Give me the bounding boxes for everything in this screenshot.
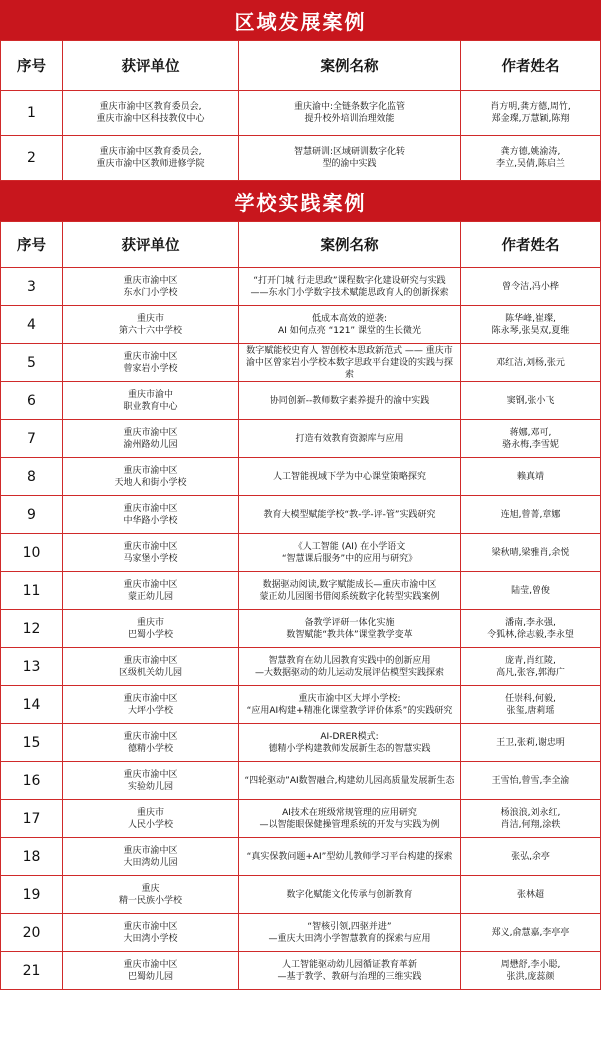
cell-case-name: 打造有效教育资源库与应用 xyxy=(239,420,461,458)
cell-number: 19 xyxy=(1,876,63,914)
cell-unit: 重庆市渝中区 大田湾幼儿园 xyxy=(63,838,239,876)
header-no: 序号 xyxy=(1,222,63,268)
cell-unit: 重庆市 第六十六中学校 xyxy=(63,306,239,344)
cell-number: 13 xyxy=(1,648,63,686)
cell-unit: 重庆市渝中区 巴蜀幼儿园 xyxy=(63,952,239,990)
table-row xyxy=(1,268,601,306)
header-case: 案例名称 xyxy=(239,222,461,268)
table-row xyxy=(1,534,601,572)
cell-number: 3 xyxy=(1,268,63,306)
cell-authors: 连旭,曾菁,章娜 xyxy=(461,496,601,534)
cell-number: 10 xyxy=(1,534,63,572)
cell-case-name: 备教学评研一体化实施 数智赋能“教共体”课堂教学变革 xyxy=(239,610,461,648)
cell-case-name: 低成本高效的逆袭: AI 如何点亮 “121” 课堂的生长微光 xyxy=(239,306,461,344)
cell-number: 1 xyxy=(1,91,63,136)
cell-number: 20 xyxy=(1,914,63,952)
table-row xyxy=(1,914,601,952)
school-cases-table xyxy=(0,221,601,990)
cell-case-name: 协同创新--教师数字素养提升的渝中实践 xyxy=(239,382,461,420)
table-row xyxy=(1,838,601,876)
cell-authors: 赖真靖 xyxy=(461,458,601,496)
cell-unit: 重庆市渝中区 渝州路幼儿园 xyxy=(63,420,239,458)
table-row xyxy=(1,420,601,458)
cell-unit: 重庆市渝中区 蒙正幼儿园 xyxy=(63,572,239,610)
cell-unit: 重庆市 巴蜀小学校 xyxy=(63,610,239,648)
cell-case-name: 人工智能视域下学为中心课堂策略探究 xyxy=(239,458,461,496)
cell-authors: 陆莹,曾俊 xyxy=(461,572,601,610)
regional-cases-body xyxy=(1,91,601,181)
cell-case-name: “真实保教问题+AI”型幼儿教师学习平台构建的探索 xyxy=(239,838,461,876)
cell-case-name: 数字化赋能文化传承与创新教育 xyxy=(239,876,461,914)
cell-case-name: 重庆渝中:全链条数字化监管 提升校外培训治理效能 xyxy=(239,91,461,136)
cell-unit: 重庆市渝中 职业教育中心 xyxy=(63,382,239,420)
cell-number: 18 xyxy=(1,838,63,876)
cell-case-name: AI-DRER模式: 德精小学构建教师发展新生态的智慧实践 xyxy=(239,724,461,762)
cell-number: 2 xyxy=(1,136,63,181)
regional-cases-table xyxy=(0,40,601,181)
cell-authors: 肖方明,龚方德,周竹, 郑金璨,万慧颖,陈翔 xyxy=(461,91,601,136)
cell-unit: 重庆市渝中区 大坪小学校 xyxy=(63,686,239,724)
cell-case-name: “打开门城 行走思政”课程数字化建设研究与实践 ——东水门小学数字技术赋能思政育人的创新探索 xyxy=(239,268,461,306)
table-row xyxy=(1,458,601,496)
section2-title: 学校实践案例 xyxy=(234,190,367,215)
table-row xyxy=(1,952,601,990)
section1-banner xyxy=(0,0,601,40)
header-authors: 作者姓名 xyxy=(461,41,601,91)
cell-authors: 龚方德,姚渝涛, 李立,吴倩,陈启兰 xyxy=(461,136,601,181)
cell-authors: 张林超 xyxy=(461,876,601,914)
cell-number: 16 xyxy=(1,762,63,800)
header-case: 案例名称 xyxy=(239,41,461,91)
cell-unit: 重庆市渝中区 大田湾小学校 xyxy=(63,914,239,952)
cell-case-name: 智慧研训:区域研训数字化转 型的渝中实践 xyxy=(239,136,461,181)
cell-authors: 邓红洁,刘杨,张元 xyxy=(461,344,601,382)
school-cases-body xyxy=(1,268,601,990)
cell-number: 4 xyxy=(1,306,63,344)
cell-unit: 重庆市渝中区 曾家岩小学校 xyxy=(63,344,239,382)
cell-case-name: “智核引领,四驱并进” —重庆大田湾小学智慧教育的探索与应用 xyxy=(239,914,461,952)
cell-number: 14 xyxy=(1,686,63,724)
cell-authors: 周懋舒,李小聪, 张洪,庞蕊颜 xyxy=(461,952,601,990)
cell-authors: 庞青,肖红陵, 高凡,张容,郭海广 xyxy=(461,648,601,686)
cell-authors: 窦钢,张小飞 xyxy=(461,382,601,420)
table-header-row xyxy=(1,41,601,91)
cell-case-name: 《人工智能 (AI) 在小学语文 “智慧课后服务”中的应用与研究》 xyxy=(239,534,461,572)
cell-authors: 蒋娜,邓可, 骆永梅,李雪妮 xyxy=(461,420,601,458)
cell-case-name: 数据驱动阅读,数字赋能成长—重庆市渝中区 蒙正幼儿园图书借阅系统数字化转型实践案例 xyxy=(239,572,461,610)
header-no: 序号 xyxy=(1,41,63,91)
cell-case-name: 人工智能驱动幼儿园循证教育革新 —基于教学、教研与治理的三维实践 xyxy=(239,952,461,990)
table-row xyxy=(1,496,601,534)
table-row xyxy=(1,91,601,136)
cell-unit: 重庆 精一民族小学校 xyxy=(63,876,239,914)
cell-number: 7 xyxy=(1,420,63,458)
cell-number: 9 xyxy=(1,496,63,534)
table-row xyxy=(1,572,601,610)
cell-authors: 张弘,余亭 xyxy=(461,838,601,876)
table-row xyxy=(1,610,601,648)
cell-number: 17 xyxy=(1,800,63,838)
cell-case-name: AI技术在班级常规管理的应用研究 —以智能眼保健操管理系统的开发与实践为例 xyxy=(239,800,461,838)
cell-authors: 王雪怡,曾雪,李全渝 xyxy=(461,762,601,800)
cell-case-name: 重庆市渝中区大坪小学校: “应用AI构建+精准化课堂教学评价体系”的实践研究 xyxy=(239,686,461,724)
table-row xyxy=(1,876,601,914)
section2-banner xyxy=(0,181,601,221)
cell-unit: 重庆市渝中区 区级机关幼儿园 xyxy=(63,648,239,686)
cell-number: 21 xyxy=(1,952,63,990)
cell-unit: 重庆市 人民小学校 xyxy=(63,800,239,838)
cell-authors: 王卫,张莉,谢忠明 xyxy=(461,724,601,762)
section1-title: 区域发展案例 xyxy=(234,9,367,34)
cell-number: 12 xyxy=(1,610,63,648)
cell-case-name: 教育大模型赋能学校“教-学-评-管”实践研究 xyxy=(239,496,461,534)
cell-number: 8 xyxy=(1,458,63,496)
table-row xyxy=(1,136,601,181)
cell-number: 6 xyxy=(1,382,63,420)
table-row xyxy=(1,306,601,344)
cell-authors: 梁秋晴,梁雅肖,余悦 xyxy=(461,534,601,572)
cell-authors: 陈华峰,崔璨, 陈永琴,张昊双,夏维 xyxy=(461,306,601,344)
cell-number: 5 xyxy=(1,344,63,382)
header-unit: 获评单位 xyxy=(63,41,239,91)
table-row xyxy=(1,724,601,762)
cell-unit: 重庆市渝中区教育委员会, 重庆市渝中区教师进修学院 xyxy=(63,136,239,181)
table-row xyxy=(1,648,601,686)
cell-unit: 重庆市渝中区 中华路小学校 xyxy=(63,496,239,534)
header-authors: 作者姓名 xyxy=(461,222,601,268)
cell-unit: 重庆市渝中区 德精小学校 xyxy=(63,724,239,762)
cell-unit: 重庆市渝中区 实验幼儿园 xyxy=(63,762,239,800)
cell-authors: 曾令洁,冯小桦 xyxy=(461,268,601,306)
cell-unit: 重庆市渝中区 东水门小学校 xyxy=(63,268,239,306)
cell-case-name: 数字赋能校史育人 智创校本思政新范式 —— 重庆市 渝中区曾家岩小学校本数字思政平台建设的实践与探索 xyxy=(239,344,461,382)
cell-case-name: “四轮驱动”AI数智融合,构建幼儿园高质量发展新生态 xyxy=(239,762,461,800)
cell-number: 15 xyxy=(1,724,63,762)
header-unit: 获评单位 xyxy=(63,222,239,268)
cell-authors: 郑义,俞慧嘉,李亭亭 xyxy=(461,914,601,952)
cell-number: 11 xyxy=(1,572,63,610)
table-row xyxy=(1,762,601,800)
cell-unit: 重庆市渝中区 天地人和街小学校 xyxy=(63,458,239,496)
table-row xyxy=(1,800,601,838)
table-header-row xyxy=(1,222,601,268)
cell-authors: 杨浪浪,刘永红, 肖洁,何翔,涂轶 xyxy=(461,800,601,838)
cell-case-name: 智慧教育在幼儿园教育实践中的创新应用 —大数据驱动的幼儿运动发展评估模型实践探索 xyxy=(239,648,461,686)
table-row xyxy=(1,382,601,420)
cell-unit: 重庆市渝中区教育委员会, 重庆市渝中区科技教仪中心 xyxy=(63,91,239,136)
table-row xyxy=(1,686,601,724)
cell-authors: 潘南,李永强, 令狐林,徐志毅,李永望 xyxy=(461,610,601,648)
cell-authors: 任崇科,何毅, 张玺,唐莉瑶 xyxy=(461,686,601,724)
table-row xyxy=(1,344,601,382)
cell-unit: 重庆市渝中区 马家堡小学校 xyxy=(63,534,239,572)
